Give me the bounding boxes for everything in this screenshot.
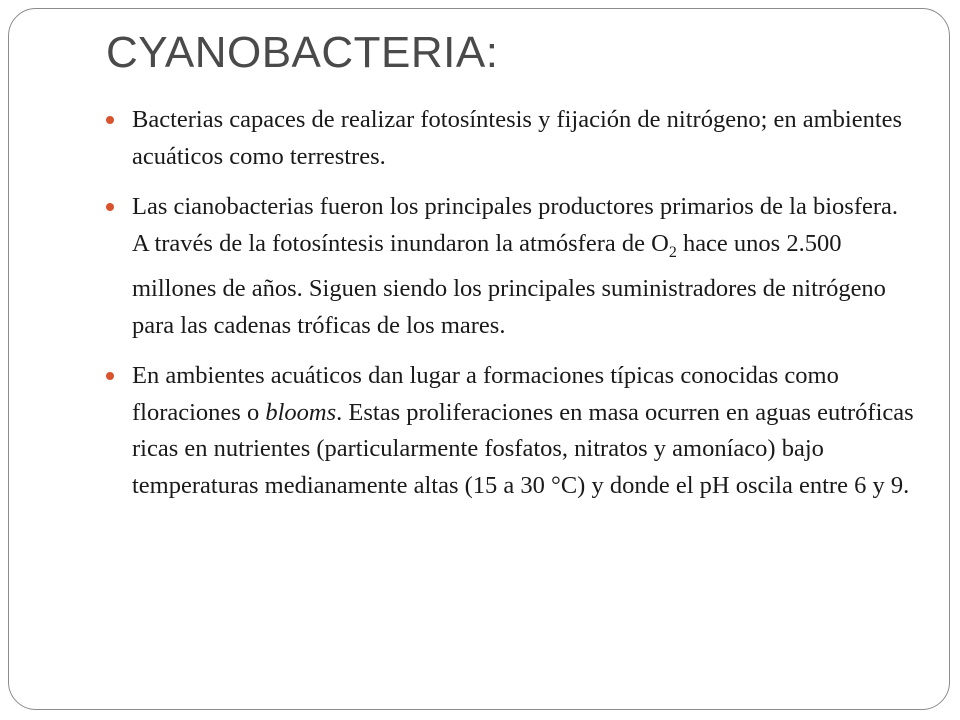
- bullet-item-blooms: [106, 358, 918, 504]
- bullet-dot-icon: [106, 203, 114, 211]
- bullet-text-part2: . Estas proliferaciones en masa ocurren en aguas eutróficas ricas en nutrientes (particularmente fosfatos, nitratos y amoníaco) bajo temperaturas medianamente altas (15 a 30 °C) y donde el pH oscila entre 6 y 9.: [132, 398, 914, 499]
- bullet-dot-icon: [106, 116, 114, 124]
- bullet-item-history: [106, 189, 918, 344]
- slide-title: CYANOBACTERIA:: [106, 28, 499, 77]
- blooms-term: blooms: [265, 398, 337, 426]
- bullet-text-part2: hace unos 2.500 millones de años. Siguen siendo los principales suministradores de nitrógeno para las cadenas tróficas de los mares.: [132, 229, 886, 339]
- bullet-dot-icon: [106, 372, 114, 380]
- subscript-two: 2: [668, 243, 677, 261]
- bullet-text-part1: Las cianobacterias fueron los principales productores primarios de la biosfera. A través de la fotosíntesis inundaron la atmósfera de O: [132, 193, 899, 257]
- bullet-text: Bacterias capaces de realizar fotosíntesis y fijación de nitrógeno; en ambientes acuáticos como terrestres.: [132, 106, 903, 170]
- bullet-text-part1: En ambientes acuáticos dan lugar a formaciones típicas conocidas como floraciones o: [132, 362, 839, 426]
- bullet-item-definition: [106, 102, 918, 175]
- bullet-list: [106, 102, 918, 518]
